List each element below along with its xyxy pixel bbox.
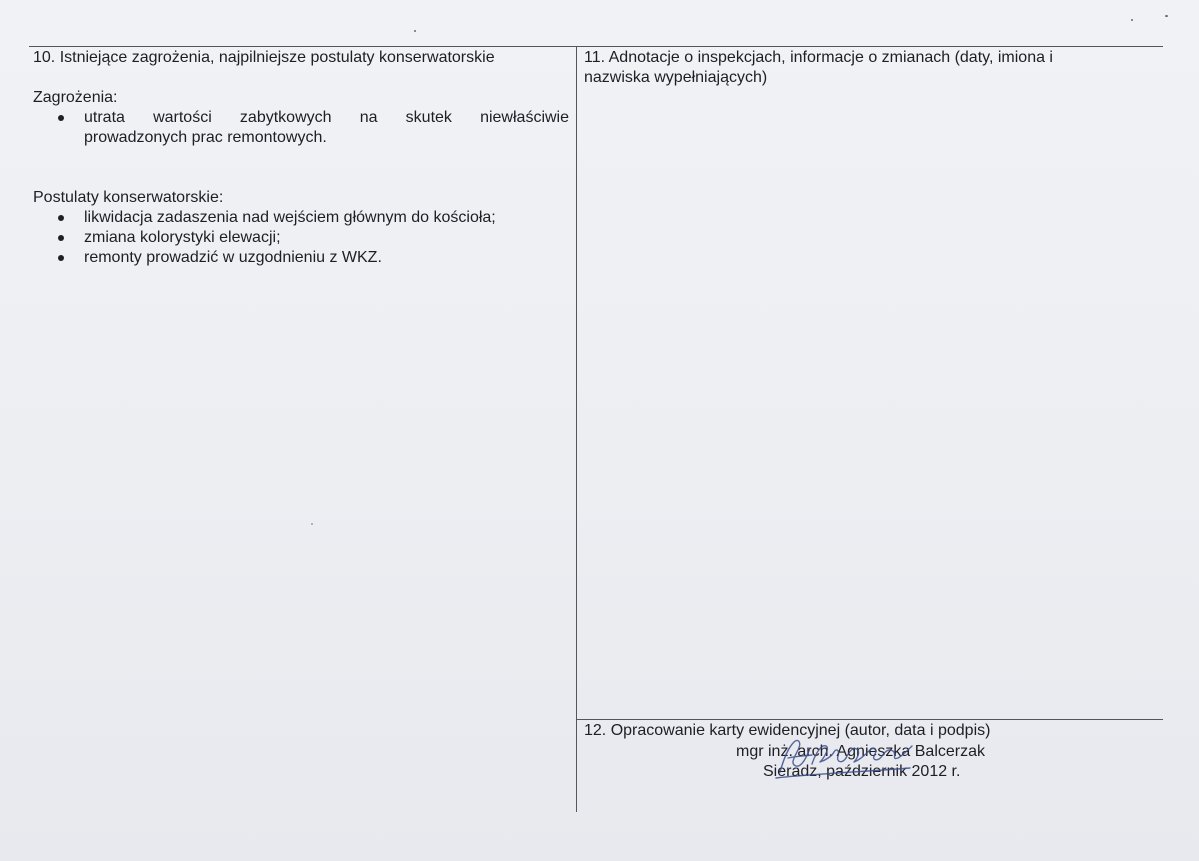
threats-list — [33, 108, 569, 148]
postulate-item-text: remonty prowadzić w uzgodnieniu z WKZ. — [84, 249, 382, 266]
bullet-icon — [58, 255, 64, 261]
table-top-rule — [29, 46, 1163, 47]
postulate-item-text: zmiana kolorystyki elewacji; — [84, 229, 281, 246]
section-11-heading-line-2: nazwiska wypełniających) — [584, 69, 768, 86]
section-11-cell — [584, 48, 1154, 88]
section-10-heading: 10. Istniejące zagrożenia, najpilniejsze postulaty konserwatorskie — [33, 49, 495, 66]
scan-speck — [1165, 15, 1168, 17]
bullet-icon — [58, 215, 64, 221]
section-12-top-rule — [576, 719, 1163, 720]
scan-speck — [311, 523, 313, 525]
list-item — [33, 248, 569, 268]
section-10-cell — [33, 48, 569, 268]
postulates-list — [33, 208, 569, 268]
signature-icon — [770, 728, 920, 786]
list-item — [33, 108, 569, 148]
section-11-heading-line-1: 11. Adnotacje o inspekcjach, informacje o zmianach (daty, imiona i — [584, 49, 1053, 66]
section-12-heading: 12. Opracowanie karty ewidencyjnej (autor, data i podpis) — [584, 722, 991, 739]
list-item — [33, 228, 569, 248]
threat-item-line-2: prowadzonych prac remontowych. — [84, 129, 327, 146]
author-name: mgr inż. arch. Agnieszka Balcerzak — [736, 743, 985, 760]
section-11-heading — [584, 48, 1154, 88]
postulate-item-text: likwidacja zadaszenia nad wejściem głównym do kościoła; — [84, 209, 496, 226]
scan-speck — [1131, 19, 1133, 21]
threat-item-line-1: utrata wartości zabytkowych na skutek niewłaściwie — [84, 109, 569, 126]
column-divider — [576, 46, 577, 812]
bullet-icon — [58, 235, 64, 241]
scan-speck — [414, 30, 416, 32]
place-and-date: Sieradz, październik 2012 r. — [763, 763, 961, 780]
list-item — [33, 208, 569, 228]
bullet-icon — [58, 115, 64, 121]
threats-label: Zagrożenia: — [33, 89, 118, 106]
postulates-label: Postulaty konserwatorskie: — [33, 189, 224, 206]
